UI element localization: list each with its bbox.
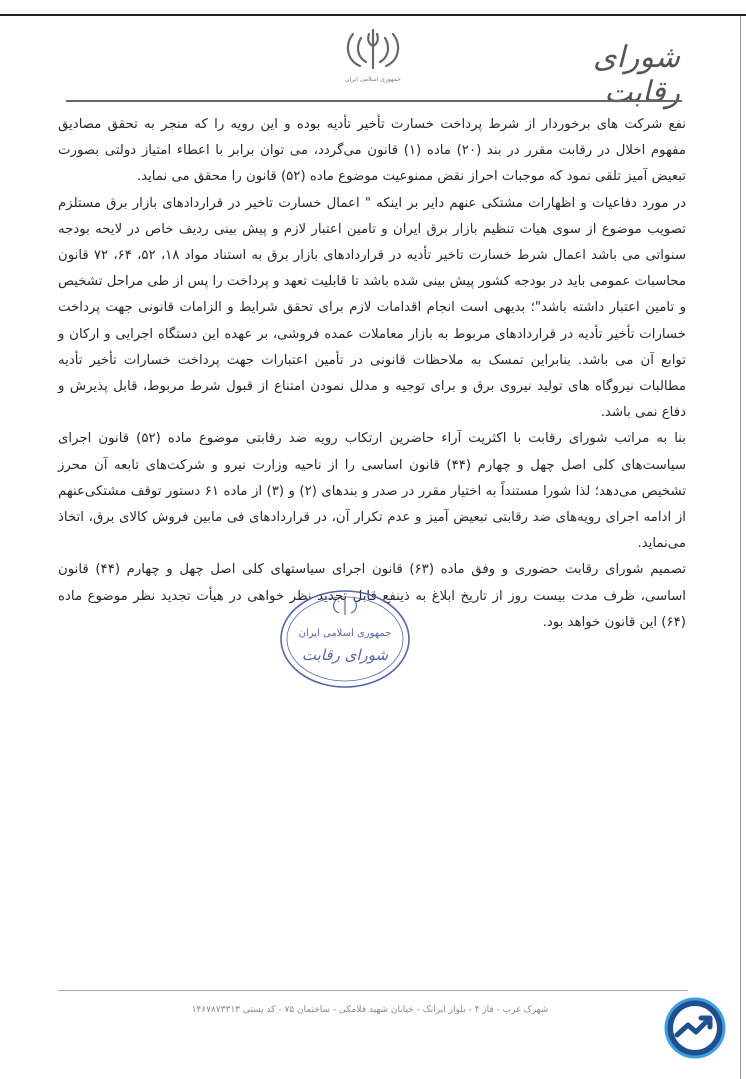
paragraph: نفع شرکت های برخوردار از شرط پرداخت خسارت تأخیر تأدیه بوده و این رویه را که منجر به تحقق مصادیق مفهوم اخلال در رقابت مقرر در بند (۲۰) ماده (۱) قانون می‌گردد، می توان برابر با اعطاء امتیاز دولتی بصورت تبعیض آمیز تلقی نمود که موجبات احراز نقض ممنوعیت موضوع ماده (۵۲) قانون را محقق می نماید. [58,117,686,185]
stamp-emblem-icon [334,598,357,615]
letter-body [58,112,686,636]
paragraph: تصمیم شورای رقابت حضوری و وفق ماده (۶۳) قانون اجرای سیاستهای کلی اصل چهل و چهارم (۴۴) قانون اساسی، ظرف مدت بیست روز از تاریخ ابلاغ به ذینفع قابل تجدید نظر خواهی در هیأت تجدید نظر موضوع ماده (۶۴) این قانون خواهد بود. [58,562,686,630]
stamp-line-2: شورای رقابت [301,646,389,664]
paragraph: بنا به مراتب شورای رقابت با اکثریت آراء حاضرین ارتکاب رویه ضد رقابتی موضوع ماده (۵۲) قانون اجرای سیاست‌های کلی اصل چهل و چهارم (۴۴) قانون اساسی را از ناحیه وزارت نیرو و شرکت‌های تابعه آن محرز تشخیص می‌دهد؛ لذا شورا مستنداً به اختیار مقرر در صدر و بندهای (۲) و (۳) از ماده ۶۱ دستور توقف مشتکی‌عنهم از ادامه اجرای رویه‌های ضد رقابتی تبعیض آمیز و عدم تکرار آن، در قراردادهای فی مابین فروش کالای برق، اتخاذ می‌نماید. [58,431,687,552]
paragraph: در مورد دفاعیات و اظهارات مشتکی عنهم دایر بر اینکه " اعمال خسارت تاخیر در قراردادهای بازار برق مستلزم تصویب موضوع از سوی هیات تنظیم بازار برق ایران و تامین اعتبار لازم و پیش بینی ردیف خاص در لایحه بودجه سنواتی می باشد اعمال شرط خسارت تاخیر تأدیه در قراردادهای بازار برق به استناد مواد ۱۸، ۵۲، ۶۴، ۷۲ قانون محاسبات عمومی باید در بودجه کشور پیش بینی شده باشد تا قابلیت تعهد و پرداخت را پس از طی مراحل تشخیص و تامین اعتبار داشته باشد"؛ بدیهی است انجام اقدامات لازم برای تحقق شرایط و الزامات قانونی جهت پرداخت خسارات تأخیر تأدیه در قراردادهای مربوط به بازار معاملات عمده فروشی، بر عهده این دستگاه اجرایی و ارکان و توابع آن می باشد. بنابراین تمسک به ملاحظات قانونی در تأمین اعتبارات جهت پرداخت خسارات تأخیر تأدیه مطالبات نیروگاه های تولید نیروی برق و برای توجیه و مدلل نمودن امتناع از قبول شرط مربوط، قابل پذیرش و دفاع نمی باشد. [58,195,686,421]
official-stamp [278,588,412,690]
footer-address: شهرک غرب - فاز ۴ - بلوار ایرانک - خیابان شهید فلامکی - ساختمان ۷۵ - کد پستی ۱۴۶۷۸۷۳۳۱۳ [191,1005,549,1015]
site-badge[interactable] [664,997,726,1059]
footer-divider [58,990,688,991]
iran-emblem-icon [340,26,406,74]
emblem-caption: جمهوری اسلامی ایران [345,76,401,83]
council-logo-title: شورای رقابت [593,40,680,110]
stamp-line-1: جمهوری اسلامی ایران [298,628,392,639]
page-top-border [0,14,746,16]
national-emblem [340,26,406,88]
page-right-border [740,16,741,1079]
header-divider [66,100,682,102]
